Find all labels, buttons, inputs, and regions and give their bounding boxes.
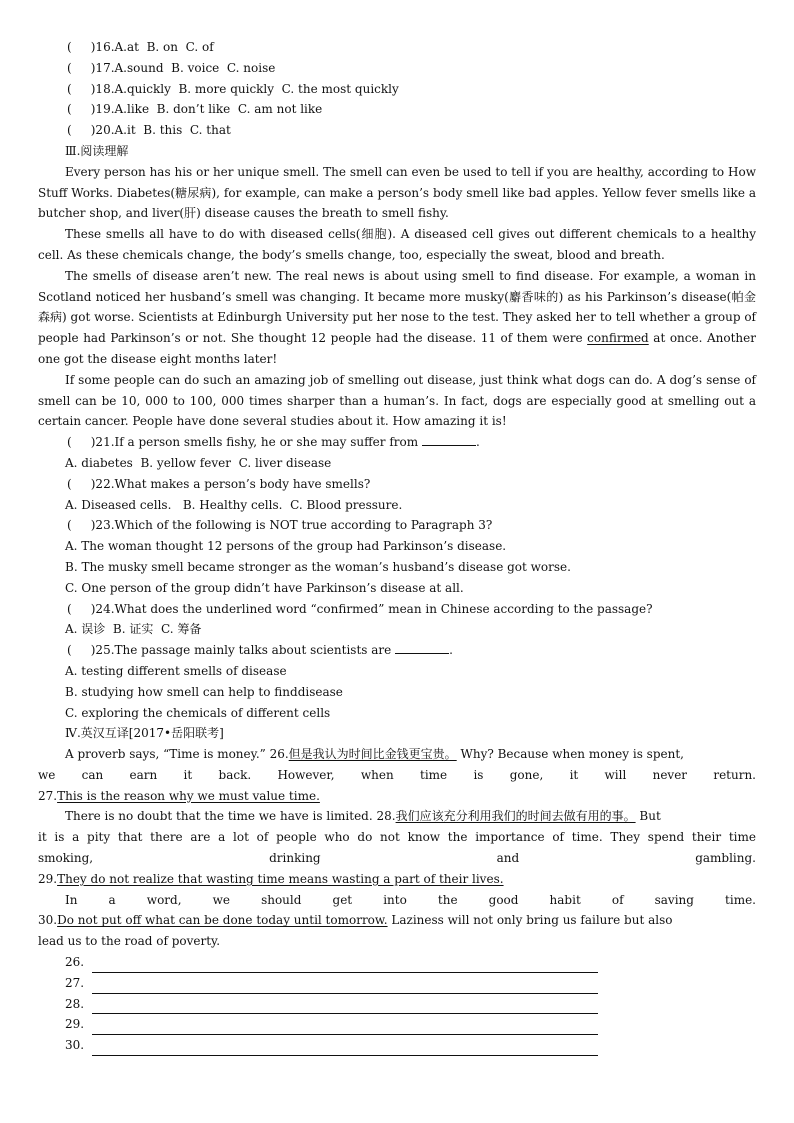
question-22: ( )22.What makes a person’s body have smells? [67,476,371,491]
passage-paragraph-1: Every person has his or her unique smell. The smell can even be used to tell if you are healthy, according to How Stuff Works. Diabetes(糖尿病), for example, can make a person’s body smell like bad apples. Yellow fever smells like a butcher shop, and liver(肝) disease causes the breath to smell fishy. [38,164,756,221]
answer-underline[interactable] [92,979,598,994]
answer-underline[interactable] [92,999,598,1014]
answer-label: 28. [65,996,85,1011]
answer-underline[interactable] [92,1041,598,1056]
answer-underline[interactable] [92,958,598,973]
question-25-option-a: A. testing different smells of disease [65,663,287,678]
underlined-sentence-27: This is the reason why we must value time. [57,788,320,803]
underlined-sentence-29: They do not realize that wasting time means wasting a part of their lives. [57,871,504,886]
answer-line-28[interactable] [38,994,756,1015]
question-23: ( )23.Which of the following is NOT true according to Paragraph 3? [67,518,493,533]
section-reading-title: Ⅲ.阅读理解 [65,143,129,158]
underlined-sentence-28: 我们应该充分利用我们的时间去做有用的事。 [395,809,636,824]
question-21: ( )21.If a person smells fishy, he or she may suffer from . [67,435,480,450]
question-21-options: A. diabetes B. yellow fever C. liver disease [65,455,332,470]
question-17: ( )17.A.sound B. voice C. noise [67,60,276,75]
question-24-options: A. 误诊 B. 证实 C. 筹备 [65,622,202,637]
underlined-sentence-26: 但是我认为时间比金钱更宝贵。 [288,747,457,762]
answer-line-30[interactable] [38,1035,756,1056]
question-25: ( )25.The passage mainly talks about scientists are . [67,643,453,658]
question-19: ( )19.A.like B. don’t like C. am not like [67,102,323,117]
translation-line-9: 30.Do not put off what can be done today until tomorrow. Laziness will not only bring us failure but also [38,913,673,928]
translation-line-3: 27.This is the reason why we must value time. [38,788,320,803]
answer-line-27[interactable] [38,973,756,994]
question-23-option-b: B. The musky smell became stronger as the woman’s husband’s disease got worse. [65,559,571,574]
translation-line-5: it is a pity that there are a lot of people who do not know the importance of time. They spend their time [38,830,756,845]
answer-label: 29. [65,1017,85,1032]
answer-label: 27. [65,975,85,990]
answer-blank [395,642,449,654]
question-22-options: A. Diseased cells. B. Healthy cells. C. Blood pressure. [65,497,403,512]
translation-line-1: A proverb says, “Time is money.” 26.但是我认为时间比金钱更宝贵。 Why? Because when money is spent, [65,747,684,762]
translation-line-8: In a word, we should get into the good habit of saving time. [65,892,756,907]
passage-paragraph-2: These smells all have to do with diseased cells(细胞). A diseased cell gives out different chemicals to a healthy cell. As these chemicals change, the body’s smells change, too, especially the sweat, blood and breath. [38,227,756,262]
translation-line-10: lead us to the road of poverty. [38,934,221,949]
translation-line-4: There is no doubt that the time we have is limited. 28.我们应该充分利用我们的时间去做有用的事。 But [65,809,661,824]
passage-paragraph-3: The smells of disease aren’t new. The real news is about using smell to find disease. For example, a woman in Scotland noticed her husband’s smell was changing. It became more musky(麝香味的) as his Parkinson’s disease(帕金森病) got worse. Scientists at Edinburgh University put her nose to the test. They asked her to tell whether a group of people had Parkinson’s or not. She thought 12 people had the disease. 11 of them were confirmed at once. Another one got the disease eight months later! [38,268,756,366]
question-23-option-c: C. One person of the group didn’t have Parkinson’s disease at all. [65,580,464,595]
translation-line-7: 29.They do not realize that wasting time means wasting a part of their lives. [38,871,504,886]
answer-underline[interactable] [92,1020,598,1035]
question-25-option-b: B. studying how smell can help to finddisease [65,684,343,699]
worksheet-page [38,37,756,1056]
passage-paragraph-4: If some people can do such an amazing job of smelling out disease, just think what dogs can do. A dog’s sense of smell can be 10, 000 to 100, 000 times sharper than a human’s. In fact, dogs are especially good at smelling out a certain cancer. People have done several studies about it. How amazing it is! [38,372,756,429]
answer-blank [422,434,476,446]
underlined-sentence-30: Do not put off what can be done today until tomorrow. [57,913,388,928]
question-24: ( )24.What does the underlined word “confirmed” mean in Chinese according to the passage? [67,601,653,616]
question-25-option-c: C. exploring the chemicals of different cells [65,705,331,720]
question-20: ( )20.A.it B. this C. that [67,123,231,138]
answer-line-29[interactable] [38,1014,756,1035]
question-18: ( )18.A.quickly B. more quickly C. the most quickly [67,81,399,96]
translation-line-6: smoking, drinking and gambling. [38,851,756,866]
answer-label: 26. [65,955,85,970]
question-16: ( )16.A.at B. on C. of [67,40,214,54]
question-23-option-a: A. The woman thought 12 persons of the group had Parkinson’s disease. [65,539,507,554]
answer-label: 30. [65,1038,85,1053]
section-translation-title: Ⅳ.英汉互译[2017•岳阳联考] [65,726,224,741]
underlined-word-confirmed: confirmed [587,331,649,346]
answer-line-26[interactable] [38,952,756,973]
translation-line-2: we can earn it back. However, when time is gone, it will never return. [38,767,756,782]
